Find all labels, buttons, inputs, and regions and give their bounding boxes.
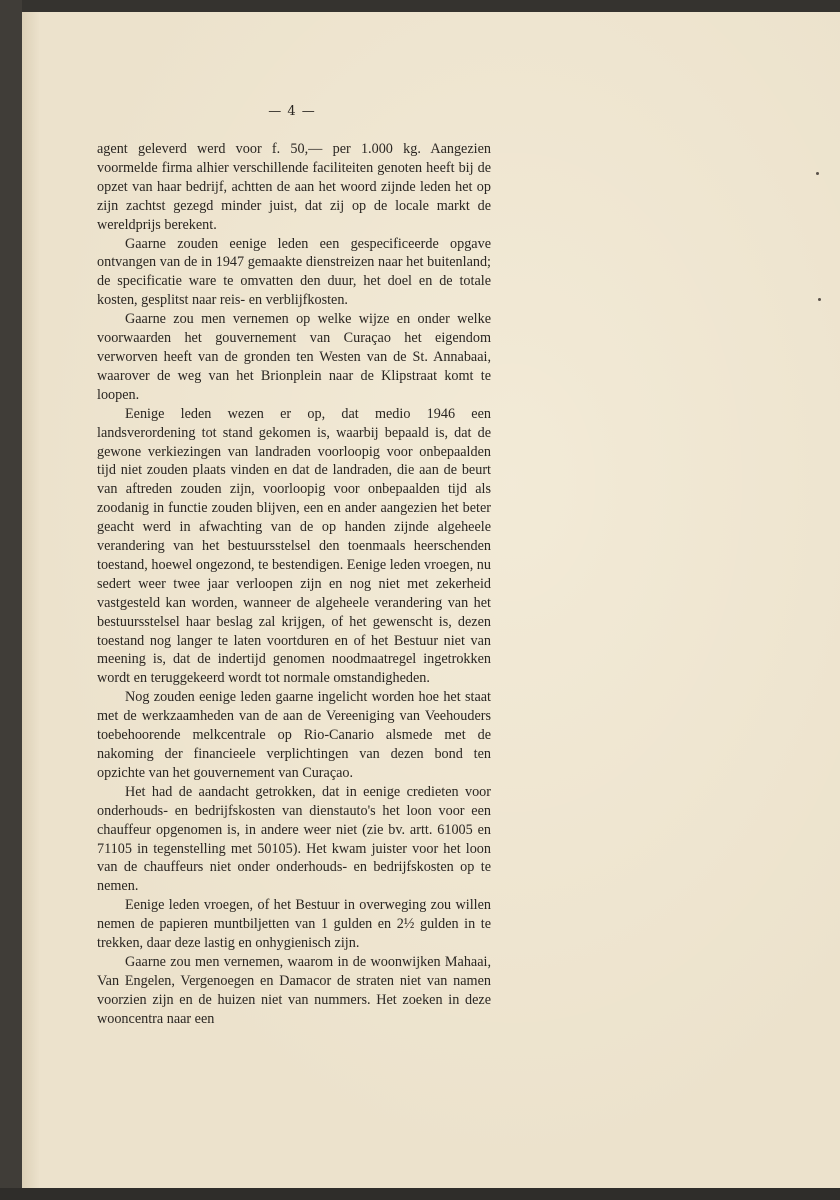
scan-border-top: [0, 0, 840, 12]
scan-border-left: [0, 0, 22, 1200]
document-page: [22, 12, 840, 1188]
paragraph-8: Gaarne zou men vernemen, waarom in de woonwijken Mahaai, Van Engelen, Vergenoegen en Damacor de straten niet van namen voorzien zijn en de huizen niet van nummers. Het zoeken in deze wooncentra naar een: [97, 953, 491, 1027]
scan-border-bottom: [0, 1188, 840, 1200]
paper-speck: [816, 172, 819, 175]
paragraph-7: Eenige leden vroegen, of het Bestuur in overweging zou willen nemen de papieren muntbiljetten van 1 gulden en 2½ gulden in te trekken, daar deze lastig en onhygienisch zijn.: [97, 897, 491, 952]
paragraph-1: agent geleverd werd voor f. 50,— per 1.000 kg. Aangezien voormelde firma alhier verschillende faciliteiten genoten heeft bij de opzet van haar bedrijf, achtten de aan het woord zijnde leden het op zijn zachtst gezegd minder juist, dat zij op de locale markt de wereldprijs berekent.: [97, 141, 491, 233]
paragraph-6: Het had de aandacht getrokken, dat in eenige credieten voor onderhouds- en bedrijfskosten van dienstauto's het loon voor een chauffeur opgenomen is, in andere weer niet (zie bv. artt. 61005 en 71105 in tegenstelling met 50105). Het kwam juister voor het loon van de chauffeurs niet onder onderhouds- en bedrijfskosten op te nemen.: [97, 783, 491, 895]
paragraph-2: Gaarne zouden eenige leden een gespecificeerde opgave ontvangen van de in 1947 gemaakte dienstreizen naar het buitenland; de specificatie ware te omvatten den duur, het doel en de totale kosten, gesplitst naar reis- en verblijfkosten.: [97, 235, 491, 309]
paper-speck: [818, 298, 821, 301]
paragraph-4: Eenige leden wezen er op, dat medio 1946 een landsverordening tot stand gekomen is, waarbij bepaald is, dat de gewone verkiezingen van landraden voorloopig voor onbepaalden tijd niet zouden plaats vinden en dat de landraden, die aan de beurt van aftreden zouden zijn, voorloopig voor onbepaalden tijd als zoodanig in functie zouden blijven, een en ander aangezien het beter geacht werd in afwachting van de op handen zijnde algeheele verandering van het bestuursstelsel den toenmaals heerschenden toestand, hoewel ongezond, te bestendigen. Eenige leden vroegen, nu sedert weer twee jaar verloopen zijn en nog niet met zekerheid vastgesteld kan worden, wanneer de algeheele verandering van het bestuursstelsel haar beslag zal krijgen, of het gewenscht is, dezen toestand nog langer te laten voortduren en of het Bestuur niet van meening is, dat de indertijd genomen noodmaatregel ingetrokken wordt en teruggekeerd wordt tot normale omstandigheden.: [97, 405, 491, 687]
paragraph-5: Nog zouden eenige leden gaarne ingelicht worden hoe het staat met de werkzaamheden van de aan de Vereeniging van Veehouders toebehoorende melkcentrale op Rio-Canario alsmede met de nakoming der financieele verplichtingen van dezen bond ten opzichte van het gouvernement van Curaçao.: [97, 689, 491, 781]
body-text: [97, 140, 491, 1029]
paragraph-3: Gaarne zou men vernemen op welke wijze en onder welke voorwaarden het gouvernement van Curaçao het eigendom verworven heeft van de gronden ten Westen van de St. Annabaai, waarover de weg van het Brionplein naar de Klipstraat komt te loopen.: [97, 311, 491, 403]
page-number: — 4 —: [268, 104, 316, 119]
